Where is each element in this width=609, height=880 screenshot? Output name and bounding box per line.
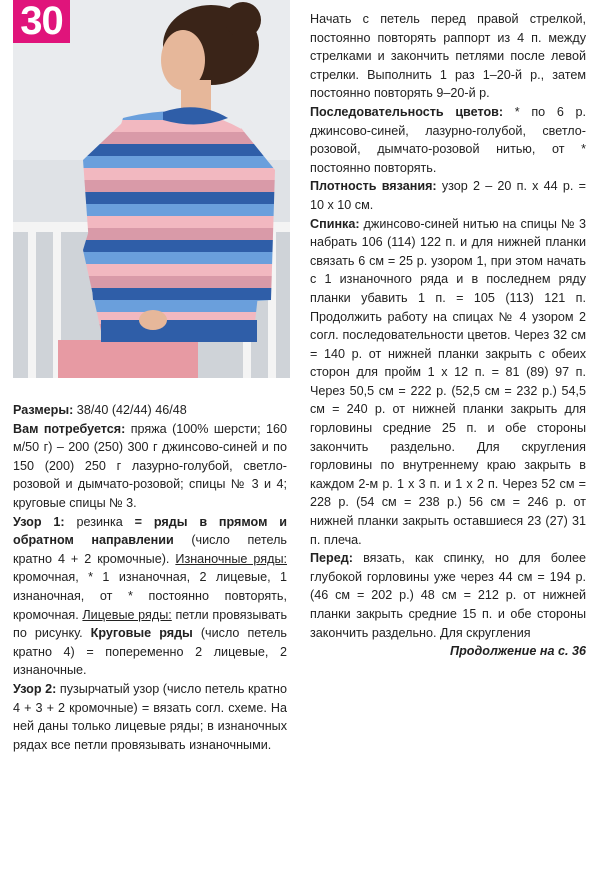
- purl-rows-label: Изнаночные ряды:: [175, 551, 287, 566]
- back-text: джинсово-синей нитью на спицы № 3 набрать 106 (114) 122 п. и для нижней планки связать 6 см = 25 р. узором 1, при этом начать с 1 изнаночного ряда и в последнем ряду планки убавить 1 п. = 105 (113) 121 п. Продолжить работу на спицах № 4 узором 2 согл. последовательности цветов. Через 32 см = 140 р. от нижней планки закрыть с обеих сторон для пройм 1 х 12 п. = 81 (89) 97 п. Через 50,5 см = 222 р. (52,5 см = 232 р.) 54,5 см = 240 р. от нижней планки закрыть для горловины средние 25 п. и обе стороны закончить раздельно. Для скругления горловины по внутреннему краю закрыть в каждом 2-м р. 1 х 3 п. и 1 х 2 п. Через 52 см = 228 р. (54 см = 238 р.) 56 см = 246 р. от нижней планки закрыть оставшиеся 23 (27) 31 п. плеча.: [310, 216, 586, 547]
- front-paragraph: [310, 549, 586, 642]
- pattern1-paragraph: [13, 513, 287, 680]
- continued-on-page[interactable]: Продолжение на с. 36: [450, 644, 586, 659]
- materials-text: пряжа (100% шерсти; 160 м/50 г) – 200 (250) 300 г джинсово-синей и по 150 (200) 250 г лазурно-голубой, светло-розовой и дымчато-розовой; спицы № 3 и 4; круговые спицы № 3.: [13, 421, 287, 510]
- knit-rows-label: Лицевые ряды:: [82, 607, 172, 622]
- gauge-paragraph: [310, 177, 586, 214]
- product-photo: [13, 0, 290, 378]
- front-label: Перед:: [310, 551, 353, 566]
- purl-rows-text: кромочная, * 1 изнаночная, 2 лицевые, 1 изнаночная, от * постоянно повторять, кромочная.: [13, 570, 287, 622]
- sizes-paragraph: [13, 401, 287, 420]
- page-number-badge: 30: [13, 0, 70, 43]
- pattern2-text: пузырчатый узор (число петель кратно 4 + 3 + 2 кромочные) = вязать согл. схеме. На ней даны только лицевые ряды; в изнаночных рядах все петли провязывать изнаночными.: [13, 681, 287, 752]
- back-paragraph: [310, 215, 586, 550]
- sizes-label: Размеры:: [13, 403, 74, 417]
- left-column: [13, 401, 287, 754]
- back-label: Спинка:: [310, 216, 360, 231]
- intro-paragraph: Начать с петель перед правой стрелкой, постоянно повторять раппорт из 4 п. между стрелками и закончить петлями после левой стрелки. Выполнить 1 раз 1–20-й р., затем постоянно повторять 9–20-й р.: [310, 12, 586, 101]
- front-text: вязать, как спинку, но для более глубокой горловины уже через 44 см = 194 р. (46 см = 202 р.) 48 см = 212 р. от нижней планки закрыть средние 15 п. и обе стороны закончить раздельно. Для скругления: [310, 551, 586, 640]
- pattern1-bold: = ряды в прямом и обратном направлении: [13, 514, 287, 548]
- color-sequence-label: Последовательность цветов:: [310, 104, 504, 119]
- materials-paragraph: [13, 420, 287, 513]
- right-column: [310, 10, 586, 661]
- materials-label: Вам потребуется:: [13, 421, 126, 436]
- pattern1-text: резинка: [64, 514, 135, 529]
- gauge-text: узор 2 – 20 п. х 44 р. = 10 х 10 см.: [310, 179, 586, 212]
- knit-rows-text: петли провязывать по рисунку.: [13, 607, 288, 641]
- color-sequence-paragraph: [310, 103, 586, 177]
- pattern1-label: Узор 1:: [13, 514, 65, 529]
- sweater-model-illustration: [13, 0, 290, 378]
- pattern2-paragraph: [13, 680, 287, 754]
- round-rows-label: Круговые ряды: [90, 626, 193, 641]
- color-sequence-text: * по 6 р. джинсово-синей, лазурно-голубой, светло-розовой, дымчато-розовой нитью, от * постоянно повторять.: [310, 104, 586, 175]
- sizes-value: 38/40 (42/44) 46/48: [73, 403, 187, 417]
- pattern2-label: Узор 2:: [13, 681, 57, 696]
- pattern1-count: (число петель кратно 4 + 2 кромочные).: [13, 533, 287, 566]
- gauge-label: Плотность вязания:: [310, 179, 437, 194]
- round-rows-text: (число петель кратно 4) = попеременно 2 лицевые, 2 изнаночные.: [13, 626, 287, 678]
